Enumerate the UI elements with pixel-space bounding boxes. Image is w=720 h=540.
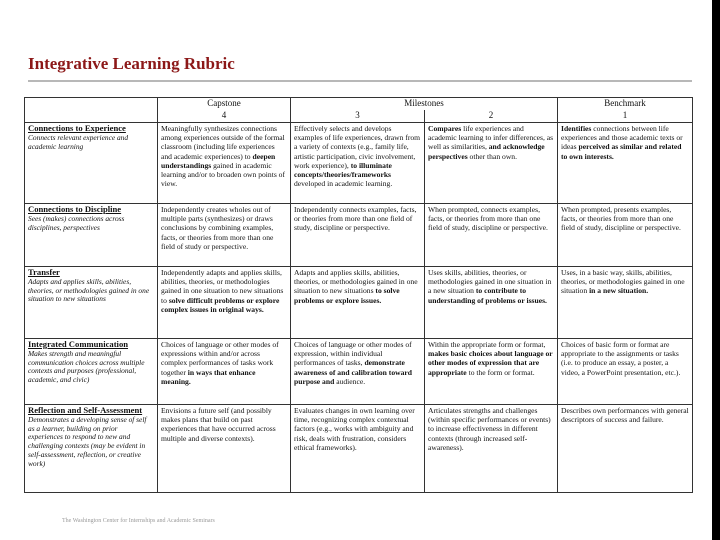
header-level-4: 4 xyxy=(158,110,291,122)
level-cell-3 xyxy=(291,404,425,492)
rubric-body xyxy=(25,122,693,492)
cell-text: perceived as similar and related to own interests. xyxy=(561,142,682,161)
cell-text: Identifies xyxy=(561,123,592,133)
level-cell-2 xyxy=(425,338,558,404)
header-benchmark: Benchmark xyxy=(558,98,693,110)
header-level-blank xyxy=(25,110,158,122)
header-row-levels xyxy=(25,110,693,122)
cell-text: life experiences and academic learning to infer differences, as well as similarities, xyxy=(428,123,554,152)
cell-text: Uses skills, abilities, theories, or methodologies gained in one situation in a new situation xyxy=(428,267,552,296)
criterion-description: Sees (makes) connections across disciplines, perspectives xyxy=(28,213,125,232)
cell-text: demonstrate awareness of and calibration toward purpose and xyxy=(294,358,412,386)
cell-text: in ways that enhance meaning. xyxy=(161,367,256,386)
level-cell-4 xyxy=(158,338,291,404)
criterion-cell xyxy=(25,122,158,203)
slide-edge-bar xyxy=(712,0,720,540)
cell-text: connections between life experiences and those academic texts or ideas xyxy=(561,123,683,152)
level-cell-3 xyxy=(291,122,425,203)
cell-text: Within the appropriate form or format, xyxy=(428,339,546,349)
level-cell-2 xyxy=(425,266,558,338)
table-row xyxy=(25,266,693,338)
header-criteria-blank xyxy=(25,98,158,110)
title-divider xyxy=(28,80,692,82)
page-title: Integrative Learning Rubric xyxy=(28,54,235,73)
cell-text: Envisions a future self (and possibly makes plans that build on past experiences that have occurred across multiple and diverse contexts). xyxy=(161,405,276,443)
level-cell-2 xyxy=(425,404,558,492)
cell-text: Choices of basic form or format are appropriate to the assignments or tasks (i.e. to produce an essay, a poster, a video, a PowerPoint presentation, etc.). xyxy=(561,339,681,377)
level-cell-3 xyxy=(291,338,425,404)
criterion-description: Adapts and applies skills, abilities, theories, or methodologies gained in one situation to new situations xyxy=(28,276,150,304)
cell-text: Independently creates wholes out of multiple parts (synthesizes) or draws conclusions by combining examples, facts, or theories from more than one field of study or perspective. xyxy=(161,204,274,251)
level-cell-3 xyxy=(291,203,425,266)
level-cell-1 xyxy=(558,203,693,266)
criterion-cell xyxy=(25,266,158,338)
criterion-title: Integrated Communication xyxy=(28,338,129,349)
table-row xyxy=(25,122,693,203)
cell-text: in a new situation. xyxy=(589,286,649,296)
criterion-cell xyxy=(25,203,158,266)
rubric-table xyxy=(24,97,693,493)
cell-text: Uses, in a basic way, skills, abilities, theories, or methodologies gained in one situation xyxy=(561,267,685,296)
cell-text: Choices of language or other modes of expressions within and/or across complex performances of tasks work together xyxy=(161,339,279,377)
cell-text: other than own. xyxy=(467,151,518,161)
cell-text: solve difficult problems or explore complex issues in original ways. xyxy=(161,295,280,314)
cell-text: to solve problems or explore issues. xyxy=(294,286,400,305)
cell-text: deepen understandings xyxy=(161,151,276,170)
level-cell-4 xyxy=(158,404,291,492)
cell-text: Independently connects examples, facts, or theories from more than one field of study, discipline or perspective. xyxy=(294,204,417,233)
cell-text: to illuminate concepts/theories/frameworks xyxy=(294,160,392,180)
cell-text: Describes own performances with general descriptors of success and failure. xyxy=(561,405,689,425)
level-cell-1 xyxy=(558,338,693,404)
level-cell-4 xyxy=(158,203,291,266)
header-milestones: Milestones xyxy=(291,98,558,110)
level-cell-4 xyxy=(158,266,291,338)
cell-text: developed in academic learning. xyxy=(294,179,393,189)
criterion-title: Connections to Experience xyxy=(28,122,126,133)
cell-text: to the form or format. xyxy=(466,367,535,377)
cell-text: Independently adapts and applies skills, abilities, theories, or methodologies gained in one situation to new situations to xyxy=(161,267,284,305)
level-cell-4 xyxy=(158,122,291,203)
cell-text: Articulates strengths and challenges (within specific performances or events) to increase effectiveness in different contexts (through increased self-awareness). xyxy=(428,405,551,452)
header-row-groups xyxy=(25,98,693,110)
header-capstone: Capstone xyxy=(158,98,291,110)
cell-text: and acknowledge perspectives xyxy=(428,142,545,161)
cell-text: When prompted, connects examples, facts, or theories from more than one field of study, discipline or perspective. xyxy=(428,204,548,233)
criterion-cell xyxy=(25,404,158,492)
criterion-description: Makes strength and meaningful communication choices across multiple contexts and purposes (professional, academic, and civic) xyxy=(28,348,145,385)
cell-text: Effectively selects and develops examples of life experiences, drawn from a variety of contexts (e.g., family life, artistic participation, civic involvement, work experience), xyxy=(294,123,421,170)
criterion-title: Reflection and Self-Assessment xyxy=(28,404,143,415)
cell-text: audience. xyxy=(334,376,366,386)
cell-text: gained in academic learning and/or to broaden own points of view. xyxy=(161,160,286,189)
table-row xyxy=(25,404,693,492)
cell-text: to contribute to understanding of problems or issues. xyxy=(428,286,547,305)
cell-text: Choices of language or other modes of expression, within individual performances of tasks, xyxy=(294,339,412,368)
level-cell-1 xyxy=(558,122,693,203)
header-level-1: 1 xyxy=(558,110,693,122)
level-cell-1 xyxy=(558,404,693,492)
cell-text: Compares xyxy=(428,123,462,133)
cell-text: Evaluates changes in own learning over time, recognizing complex contextual factors (e.g., works with ambiguity and risk, deals with frustration, considers ethical frameworks). xyxy=(294,405,415,452)
cell-text: When prompted, presents examples, facts, or theories from more than one field of study, discipline or perspective. xyxy=(561,204,681,233)
criterion-description: Demonstrates a developing sense of self as a learner, building on prior experiences to respond to new and challenging contexts (may be evident in self-assessment, reflection, or creative work) xyxy=(28,414,147,469)
level-cell-2 xyxy=(425,122,558,203)
header-level-2: 2 xyxy=(425,110,558,122)
level-cell-1 xyxy=(558,266,693,338)
criterion-title: Connections to Discipline xyxy=(28,203,122,214)
criterion-description: Connects relevant experience and academic learning xyxy=(28,132,129,151)
footer-credit: The Washington Center for Internships and Academic Seminars xyxy=(62,518,215,524)
level-cell-2 xyxy=(425,203,558,266)
header-level-3: 3 xyxy=(291,110,425,122)
table-row xyxy=(25,338,693,404)
cell-text: Meaningfully synthesizes connections among experiences outside of the formal classroom (including life experiences and academic experiences) to xyxy=(161,123,285,161)
cell-text: makes basic choices about language or other modes of expression that are appropriate xyxy=(428,349,553,377)
criterion-cell xyxy=(25,338,158,404)
criterion-title: Transfer xyxy=(28,266,60,277)
cell-text: Adapts and applies skills, abilities, theories, or methodologies gained in one situation to new situations xyxy=(294,267,418,296)
level-cell-3 xyxy=(291,266,425,338)
table-row xyxy=(25,203,693,266)
